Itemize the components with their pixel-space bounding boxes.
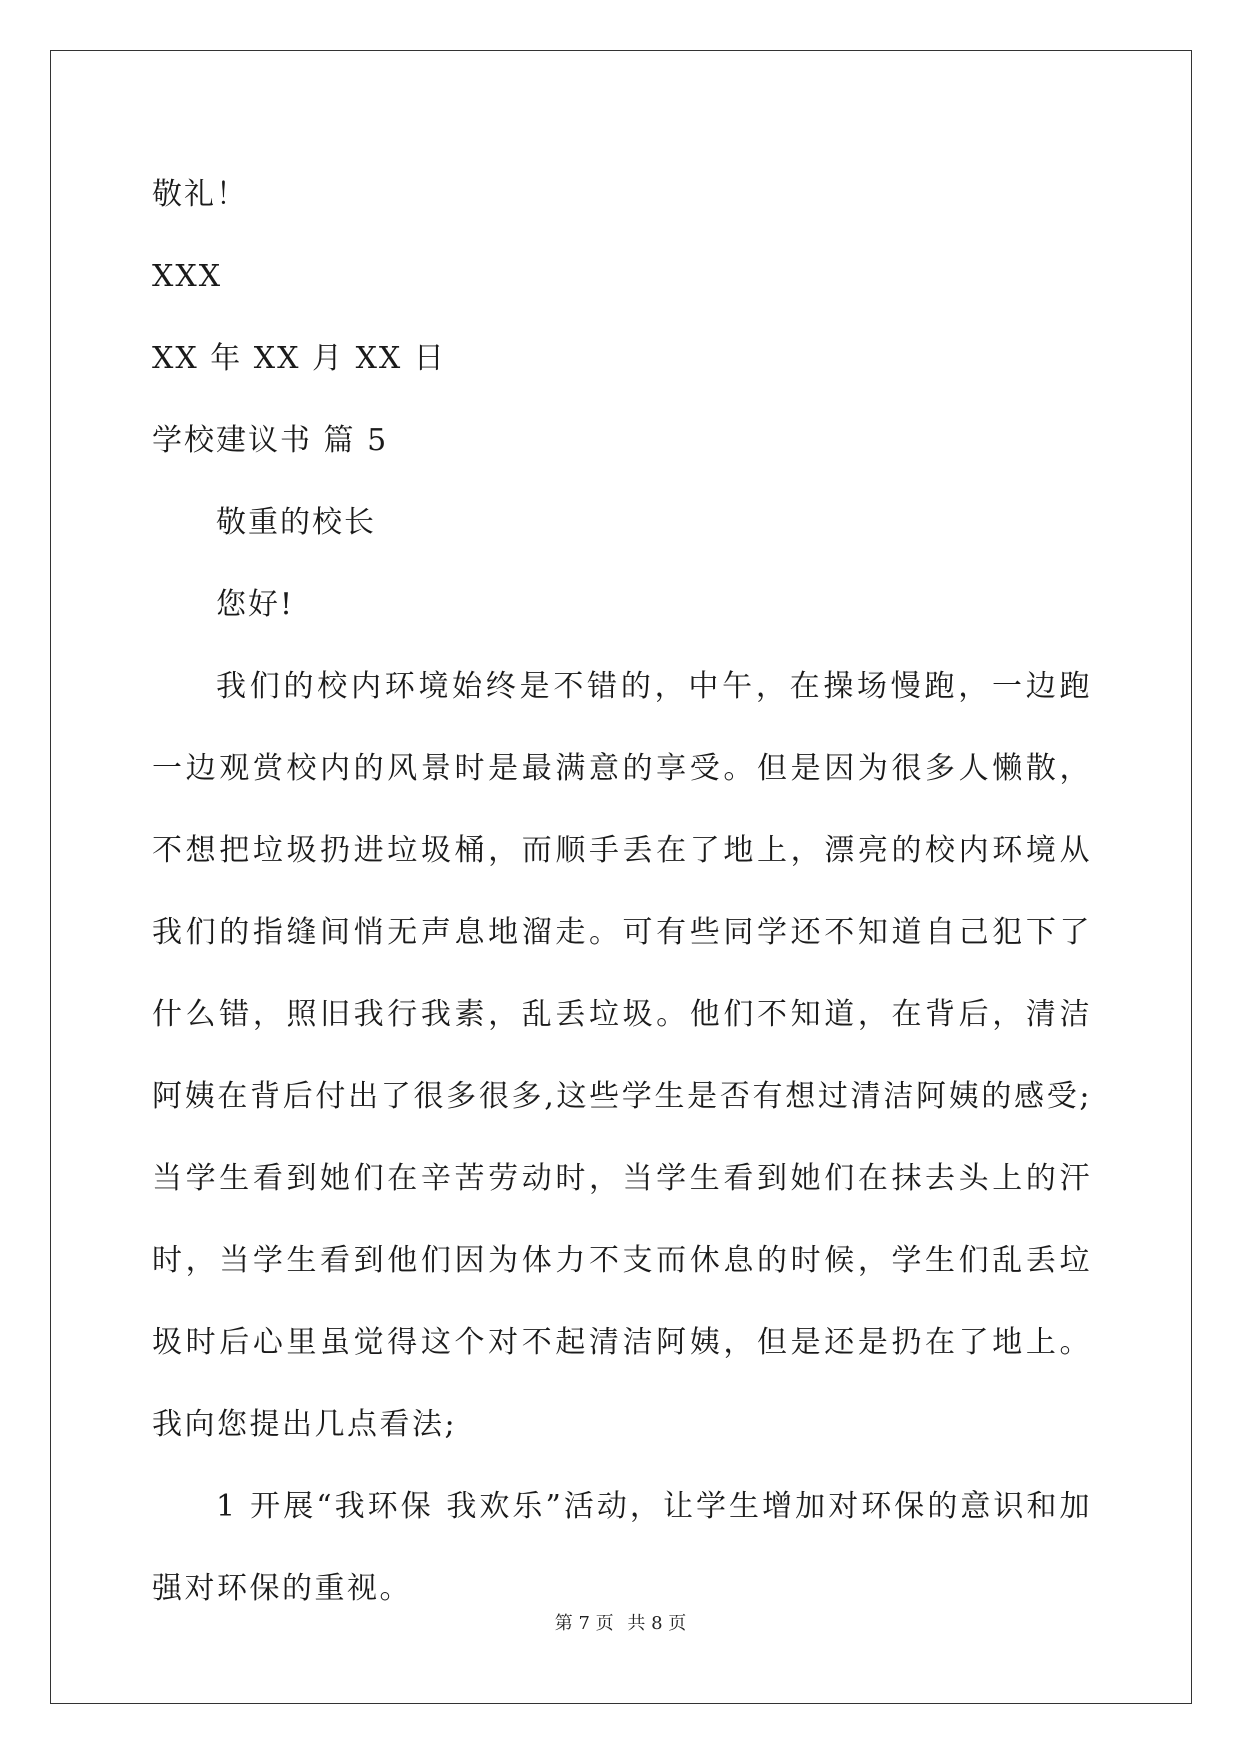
- greeting-line: 您好!: [216, 587, 295, 622]
- body-paragraph: 我们的校内环境始终是不错的，中午，在操场慢跑，一边跑一边观赏校内的风景时是最满意的享受。但是因为很多人懒散，不想把垃圾扔进垃圾桶，而顺手丢在了地上，漂亮的校内环境从我们的指缝间悄无声息地溜走。可有些同学还不知道自己犯下了什么错，照旧我行我素，乱丢垃圾。他们不知道，在背后，清洁阿姨在背后付出了很多很多,这些学生是否有想过清洁阿姨的感受;当学生看到她们在辛苦劳动时，当学生看到她们在抹去头上的汗时，当学生看到他们因为体力不支而休息的时候，学生们乱丢垃圾时后心里虽觉得这个对不起清洁阿姨，但是还是扔在了地上。我向您提出几点看法;: [152, 669, 1092, 1442]
- closing-line: 敬礼！: [152, 177, 248, 212]
- date-line: XX 年 XX 月 XX 日: [152, 341, 446, 376]
- section-title: 学校建议书 篇 5: [152, 423, 389, 458]
- page-total: 共 8 页: [627, 1613, 687, 1634]
- page-footer: [0, 1612, 1241, 1636]
- salutation-line: 敬重的校长: [216, 505, 376, 540]
- document-body: [152, 166, 1092, 1630]
- body-paragraph: 1 开展“我环保 我欢乐”活动，让学生增加对环保的意识和加强对环保的重视。: [152, 1489, 1092, 1606]
- page-number: 第 7 页: [554, 1613, 614, 1634]
- signature-line: XXX: [152, 259, 223, 294]
